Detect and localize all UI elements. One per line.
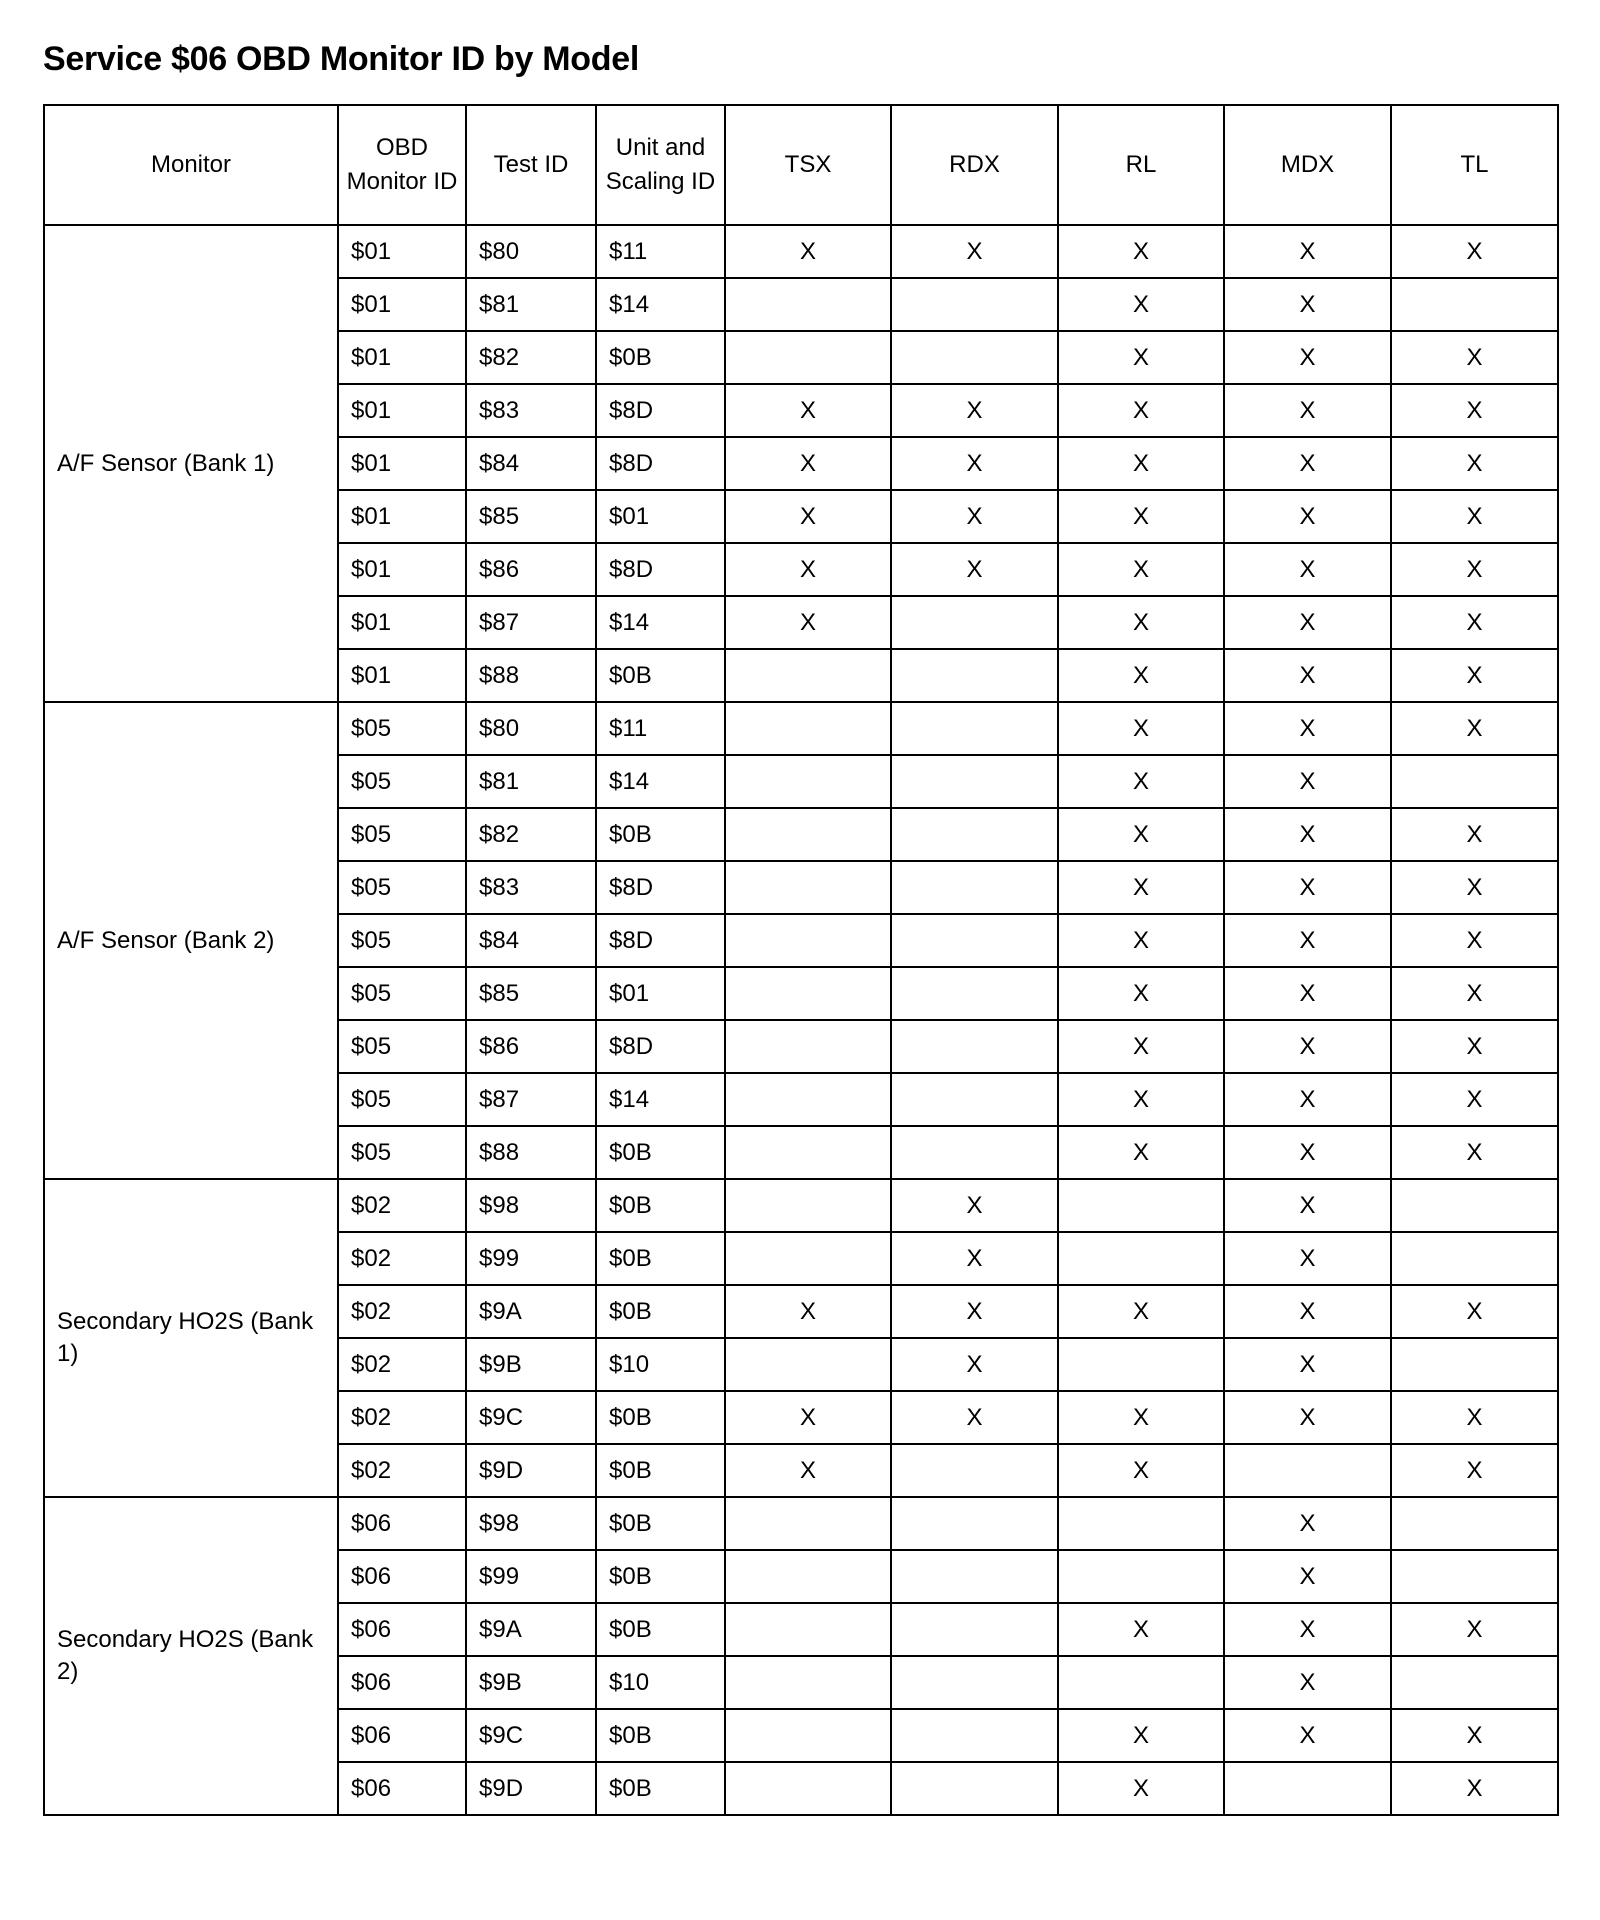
- tsx-cell: [725, 278, 891, 331]
- rdx-cell: [891, 1073, 1058, 1126]
- mdx-cell: X: [1224, 1338, 1391, 1391]
- obd-monitor-id-cell: $02: [338, 1232, 466, 1285]
- rdx-cell: [891, 1126, 1058, 1179]
- test-id-cell: $9B: [466, 1338, 596, 1391]
- tsx-cell: [725, 967, 891, 1020]
- rl-cell: X: [1058, 331, 1224, 384]
- rl-cell: X: [1058, 861, 1224, 914]
- obd-monitor-id-cell: $01: [338, 384, 466, 437]
- rdx-cell: [891, 1497, 1058, 1550]
- tsx-cell: X: [725, 543, 891, 596]
- rdx-cell: [891, 278, 1058, 331]
- obd-monitor-id-cell: $05: [338, 1020, 466, 1073]
- mdx-cell: X: [1224, 1285, 1391, 1338]
- rdx-cell: [891, 1603, 1058, 1656]
- tl-cell: X: [1391, 861, 1558, 914]
- tsx-cell: [725, 702, 891, 755]
- unit-scaling-id-cell: $0B: [596, 808, 725, 861]
- obd-monitor-id-cell: $05: [338, 1073, 466, 1126]
- rl-cell: [1058, 1656, 1224, 1709]
- rdx-cell: [891, 1550, 1058, 1603]
- tl-cell: X: [1391, 331, 1558, 384]
- rdx-cell: [891, 914, 1058, 967]
- test-id-cell: $88: [466, 649, 596, 702]
- rdx-cell: [891, 1020, 1058, 1073]
- tsx-cell: X: [725, 596, 891, 649]
- test-id-cell: $9D: [466, 1762, 596, 1815]
- header-obd-monitor-id: OBD Monitor ID: [338, 105, 466, 225]
- rdx-cell: X: [891, 1232, 1058, 1285]
- mdx-cell: [1224, 1444, 1391, 1497]
- tsx-cell: [725, 649, 891, 702]
- obd-monitor-id-cell: $05: [338, 914, 466, 967]
- rdx-cell: [891, 755, 1058, 808]
- obd-monitor-id-cell: $01: [338, 649, 466, 702]
- rl-cell: X: [1058, 1709, 1224, 1762]
- mdx-cell: X: [1224, 702, 1391, 755]
- unit-scaling-id-cell: $14: [596, 596, 725, 649]
- obd-monitor-id-cell: $06: [338, 1550, 466, 1603]
- unit-scaling-id-cell: $0B: [596, 1550, 725, 1603]
- header-unit-scaling-id: Unit and Scaling ID: [596, 105, 725, 225]
- test-id-cell: $9B: [466, 1656, 596, 1709]
- mdx-cell: X: [1224, 755, 1391, 808]
- unit-scaling-id-cell: $0B: [596, 1126, 725, 1179]
- tsx-cell: [725, 1073, 891, 1126]
- unit-scaling-id-cell: $10: [596, 1656, 725, 1709]
- mdx-cell: X: [1224, 914, 1391, 967]
- mdx-cell: X: [1224, 1126, 1391, 1179]
- unit-scaling-id-cell: $14: [596, 755, 725, 808]
- obd-monitor-id-cell: $05: [338, 967, 466, 1020]
- rdx-cell: X: [891, 490, 1058, 543]
- rdx-cell: X: [891, 384, 1058, 437]
- tl-cell: X: [1391, 649, 1558, 702]
- test-id-cell: $99: [466, 1232, 596, 1285]
- unit-scaling-id-cell: $01: [596, 967, 725, 1020]
- tl-cell: [1391, 1550, 1558, 1603]
- tsx-cell: X: [725, 1444, 891, 1497]
- rdx-cell: [891, 967, 1058, 1020]
- mdx-cell: X: [1224, 1656, 1391, 1709]
- test-id-cell: $82: [466, 331, 596, 384]
- tsx-cell: X: [725, 384, 891, 437]
- tsx-cell: X: [725, 437, 891, 490]
- tl-cell: X: [1391, 596, 1558, 649]
- obd-monitor-id-cell: $02: [338, 1391, 466, 1444]
- monitor-cell: Secondary HO2S (Bank 2): [44, 1497, 338, 1815]
- mdx-cell: X: [1224, 225, 1391, 278]
- obd-monitor-id-cell: $05: [338, 755, 466, 808]
- unit-scaling-id-cell: $11: [596, 225, 725, 278]
- unit-scaling-id-cell: $8D: [596, 861, 725, 914]
- tsx-cell: [725, 1762, 891, 1815]
- test-id-cell: $81: [466, 755, 596, 808]
- obd-monitor-id-cell: $02: [338, 1444, 466, 1497]
- unit-scaling-id-cell: $8D: [596, 914, 725, 967]
- mdx-cell: X: [1224, 649, 1391, 702]
- test-id-cell: $9C: [466, 1391, 596, 1444]
- header-tsx: TSX: [725, 105, 891, 225]
- rl-cell: X: [1058, 808, 1224, 861]
- rdx-cell: [891, 1656, 1058, 1709]
- test-id-cell: $86: [466, 543, 596, 596]
- tsx-cell: X: [725, 225, 891, 278]
- rdx-cell: [891, 861, 1058, 914]
- rl-cell: X: [1058, 702, 1224, 755]
- mdx-cell: X: [1224, 596, 1391, 649]
- unit-scaling-id-cell: $14: [596, 1073, 725, 1126]
- rl-cell: X: [1058, 1073, 1224, 1126]
- header-tl: TL: [1391, 105, 1558, 225]
- mdx-cell: X: [1224, 1603, 1391, 1656]
- tsx-cell: [725, 914, 891, 967]
- tsx-cell: [725, 861, 891, 914]
- obd-monitor-id-cell: $06: [338, 1709, 466, 1762]
- obd-monitor-id-cell: $01: [338, 596, 466, 649]
- header-monitor: Monitor: [44, 105, 338, 225]
- unit-scaling-id-cell: $0B: [596, 1232, 725, 1285]
- tsx-cell: [725, 331, 891, 384]
- obd-monitor-id-cell: $06: [338, 1497, 466, 1550]
- tsx-cell: X: [725, 1285, 891, 1338]
- unit-scaling-id-cell: $8D: [596, 543, 725, 596]
- unit-scaling-id-cell: $0B: [596, 1391, 725, 1444]
- obd-monitor-id-cell: $01: [338, 331, 466, 384]
- tl-cell: X: [1391, 384, 1558, 437]
- mdx-cell: X: [1224, 331, 1391, 384]
- test-id-cell: $85: [466, 967, 596, 1020]
- mdx-cell: X: [1224, 1709, 1391, 1762]
- tl-cell: X: [1391, 225, 1558, 278]
- mdx-cell: X: [1224, 808, 1391, 861]
- obd-monitor-id-cell: $05: [338, 1126, 466, 1179]
- rdx-cell: [891, 1709, 1058, 1762]
- rl-cell: [1058, 1179, 1224, 1232]
- table-row: [44, 702, 1558, 755]
- obd-monitor-id-cell: $05: [338, 861, 466, 914]
- tl-cell: X: [1391, 1020, 1558, 1073]
- unit-scaling-id-cell: $10: [596, 1338, 725, 1391]
- tl-cell: X: [1391, 914, 1558, 967]
- rl-cell: X: [1058, 914, 1224, 967]
- table-row: [44, 1497, 1558, 1550]
- header-mdx: MDX: [1224, 105, 1391, 225]
- tl-cell: [1391, 1497, 1558, 1550]
- rl-cell: [1058, 1338, 1224, 1391]
- tsx-cell: [725, 1550, 891, 1603]
- rl-cell: X: [1058, 543, 1224, 596]
- rl-cell: X: [1058, 437, 1224, 490]
- tl-cell: [1391, 1338, 1558, 1391]
- tsx-cell: X: [725, 1391, 891, 1444]
- unit-scaling-id-cell: $0B: [596, 1603, 725, 1656]
- test-id-cell: $98: [466, 1179, 596, 1232]
- tsx-cell: [725, 1179, 891, 1232]
- tl-cell: [1391, 1232, 1558, 1285]
- tsx-cell: X: [725, 490, 891, 543]
- tl-cell: [1391, 278, 1558, 331]
- mdx-cell: X: [1224, 967, 1391, 1020]
- test-id-cell: $99: [466, 1550, 596, 1603]
- tl-cell: X: [1391, 967, 1558, 1020]
- rl-cell: [1058, 1497, 1224, 1550]
- mdx-cell: X: [1224, 543, 1391, 596]
- tl-cell: X: [1391, 808, 1558, 861]
- rdx-cell: X: [891, 1179, 1058, 1232]
- rl-cell: X: [1058, 1391, 1224, 1444]
- tl-cell: [1391, 1656, 1558, 1709]
- tl-cell: X: [1391, 1126, 1558, 1179]
- rl-cell: X: [1058, 384, 1224, 437]
- obd-monitor-id-cell: $05: [338, 702, 466, 755]
- obd-monitor-id-cell: $01: [338, 278, 466, 331]
- rl-cell: X: [1058, 1603, 1224, 1656]
- test-id-cell: $80: [466, 702, 596, 755]
- table-row: [44, 225, 1558, 278]
- unit-scaling-id-cell: $0B: [596, 1709, 725, 1762]
- unit-scaling-id-cell: $0B: [596, 1179, 725, 1232]
- test-id-cell: $83: [466, 861, 596, 914]
- unit-scaling-id-cell: $0B: [596, 1285, 725, 1338]
- rdx-cell: X: [891, 1391, 1058, 1444]
- obd-monitor-id-cell: $01: [338, 437, 466, 490]
- test-id-cell: $82: [466, 808, 596, 861]
- unit-scaling-id-cell: $8D: [596, 437, 725, 490]
- tl-cell: X: [1391, 1709, 1558, 1762]
- mdx-cell: X: [1224, 861, 1391, 914]
- obd-monitor-id-cell: $01: [338, 225, 466, 278]
- monitor-cell: Secondary HO2S (Bank 1): [44, 1179, 338, 1497]
- test-id-cell: $85: [466, 490, 596, 543]
- tl-cell: X: [1391, 1391, 1558, 1444]
- rdx-cell: [891, 808, 1058, 861]
- test-id-cell: $9C: [466, 1709, 596, 1762]
- test-id-cell: $83: [466, 384, 596, 437]
- tl-cell: X: [1391, 1444, 1558, 1497]
- mdx-cell: X: [1224, 1391, 1391, 1444]
- header-rl: RL: [1058, 105, 1224, 225]
- tl-cell: X: [1391, 490, 1558, 543]
- test-id-cell: $80: [466, 225, 596, 278]
- rdx-cell: [891, 649, 1058, 702]
- rl-cell: X: [1058, 967, 1224, 1020]
- test-id-cell: $81: [466, 278, 596, 331]
- tl-cell: X: [1391, 1285, 1558, 1338]
- test-id-cell: $86: [466, 1020, 596, 1073]
- tl-cell: X: [1391, 1603, 1558, 1656]
- table-row: [44, 1179, 1558, 1232]
- tl-cell: X: [1391, 1762, 1558, 1815]
- table-body: [44, 225, 1558, 1815]
- rl-cell: X: [1058, 1285, 1224, 1338]
- tl-cell: [1391, 755, 1558, 808]
- header-rdx: RDX: [891, 105, 1058, 225]
- unit-scaling-id-cell: $0B: [596, 331, 725, 384]
- obd-monitor-id-cell: $01: [338, 490, 466, 543]
- rl-cell: X: [1058, 1020, 1224, 1073]
- obd-monitor-id-cell: $02: [338, 1285, 466, 1338]
- tl-cell: [1391, 1179, 1558, 1232]
- tsx-cell: [725, 1603, 891, 1656]
- test-id-cell: $87: [466, 596, 596, 649]
- tsx-cell: [725, 1232, 891, 1285]
- tsx-cell: [725, 1338, 891, 1391]
- unit-scaling-id-cell: $0B: [596, 649, 725, 702]
- tl-cell: X: [1391, 1073, 1558, 1126]
- unit-scaling-id-cell: $0B: [596, 1762, 725, 1815]
- mdx-cell: X: [1224, 490, 1391, 543]
- mdx-cell: X: [1224, 278, 1391, 331]
- rdx-cell: X: [891, 1285, 1058, 1338]
- mdx-cell: X: [1224, 1232, 1391, 1285]
- obd-monitor-id-cell: $01: [338, 543, 466, 596]
- obd-monitor-id-cell: $06: [338, 1603, 466, 1656]
- mdx-cell: [1224, 1762, 1391, 1815]
- monitor-cell: A/F Sensor (Bank 1): [44, 225, 338, 702]
- mdx-cell: X: [1224, 384, 1391, 437]
- rl-cell: X: [1058, 278, 1224, 331]
- tl-cell: X: [1391, 543, 1558, 596]
- test-id-cell: $84: [466, 914, 596, 967]
- unit-scaling-id-cell: $01: [596, 490, 725, 543]
- rdx-cell: [891, 331, 1058, 384]
- rl-cell: X: [1058, 649, 1224, 702]
- test-id-cell: $9A: [466, 1285, 596, 1338]
- unit-scaling-id-cell: $0B: [596, 1497, 725, 1550]
- obd-monitor-id-cell: $05: [338, 808, 466, 861]
- unit-scaling-id-cell: $8D: [596, 1020, 725, 1073]
- rl-cell: X: [1058, 1762, 1224, 1815]
- obd-monitor-id-cell: $06: [338, 1762, 466, 1815]
- obd-monitor-id-cell: $02: [338, 1179, 466, 1232]
- mdx-cell: X: [1224, 1073, 1391, 1126]
- header-row: [44, 105, 1558, 225]
- rdx-cell: X: [891, 225, 1058, 278]
- rdx-cell: X: [891, 437, 1058, 490]
- obd-monitor-id-cell: $06: [338, 1656, 466, 1709]
- rdx-cell: X: [891, 543, 1058, 596]
- rl-cell: X: [1058, 225, 1224, 278]
- test-id-cell: $9A: [466, 1603, 596, 1656]
- rl-cell: X: [1058, 1444, 1224, 1497]
- tsx-cell: [725, 1497, 891, 1550]
- rl-cell: X: [1058, 1126, 1224, 1179]
- rdx-cell: [891, 1762, 1058, 1815]
- tsx-cell: [725, 1656, 891, 1709]
- unit-scaling-id-cell: $11: [596, 702, 725, 755]
- unit-scaling-id-cell: $8D: [596, 384, 725, 437]
- monitor-id-table: [43, 104, 1559, 1816]
- obd-monitor-id-cell: $02: [338, 1338, 466, 1391]
- tsx-cell: [725, 1709, 891, 1762]
- rl-cell: X: [1058, 490, 1224, 543]
- tl-cell: X: [1391, 702, 1558, 755]
- header-test-id: Test ID: [466, 105, 596, 225]
- test-id-cell: $98: [466, 1497, 596, 1550]
- mdx-cell: X: [1224, 437, 1391, 490]
- rdx-cell: [891, 702, 1058, 755]
- tl-cell: X: [1391, 437, 1558, 490]
- tsx-cell: [725, 755, 891, 808]
- test-id-cell: $87: [466, 1073, 596, 1126]
- mdx-cell: X: [1224, 1497, 1391, 1550]
- mdx-cell: X: [1224, 1550, 1391, 1603]
- unit-scaling-id-cell: $14: [596, 278, 725, 331]
- rdx-cell: [891, 596, 1058, 649]
- monitor-cell: A/F Sensor (Bank 2): [44, 702, 338, 1179]
- mdx-cell: X: [1224, 1179, 1391, 1232]
- unit-scaling-id-cell: $0B: [596, 1444, 725, 1497]
- rl-cell: [1058, 1550, 1224, 1603]
- test-id-cell: $88: [466, 1126, 596, 1179]
- rl-cell: X: [1058, 596, 1224, 649]
- test-id-cell: $9D: [466, 1444, 596, 1497]
- page-title: Service $06 OBD Monitor ID by Model: [43, 40, 639, 78]
- test-id-cell: $84: [466, 437, 596, 490]
- mdx-cell: X: [1224, 1020, 1391, 1073]
- rl-cell: [1058, 1232, 1224, 1285]
- tsx-cell: [725, 1020, 891, 1073]
- tsx-cell: [725, 1126, 891, 1179]
- tsx-cell: [725, 808, 891, 861]
- rl-cell: X: [1058, 755, 1224, 808]
- rdx-cell: X: [891, 1338, 1058, 1391]
- rdx-cell: [891, 1444, 1058, 1497]
